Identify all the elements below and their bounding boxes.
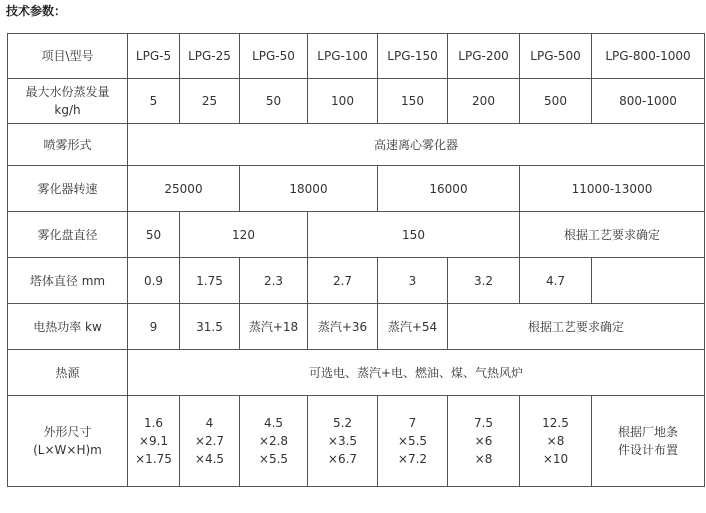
table-cell: LPG-25 bbox=[180, 34, 240, 79]
row-label bbox=[8, 79, 128, 124]
table-cell: LPG-50 bbox=[240, 34, 308, 79]
cell-line: 根据厂地条 bbox=[617, 425, 678, 439]
row-label: 热源 bbox=[8, 350, 128, 396]
cell-line: ×10 bbox=[542, 452, 569, 466]
table-cell: 3.2 bbox=[448, 258, 520, 304]
table-row bbox=[8, 124, 705, 166]
table-cell: LPG-150 bbox=[378, 34, 448, 79]
cell-line: ×4.5 bbox=[194, 452, 225, 466]
table-cell: 2.3 bbox=[240, 258, 308, 304]
table-cell bbox=[240, 396, 308, 487]
table-cell: LPG-100 bbox=[308, 34, 378, 79]
row-label bbox=[8, 396, 128, 487]
table-cell: 150 bbox=[308, 212, 520, 258]
table-cell: 25000 bbox=[128, 166, 240, 212]
row-label-line: (L×W×H)m bbox=[33, 443, 102, 457]
table-cell: LPG-800-1000 bbox=[592, 34, 705, 79]
table-cell: 200 bbox=[448, 79, 520, 124]
table-row bbox=[8, 304, 705, 350]
table-cell: 蒸汽+54 bbox=[378, 304, 448, 350]
table-cell: 150 bbox=[378, 79, 448, 124]
cell-line: 7.5 bbox=[473, 416, 494, 430]
row-label: 塔体直径 mm bbox=[8, 258, 128, 304]
table-cell: 高速离心雾化器 bbox=[128, 124, 705, 166]
cell-line: 1.6 bbox=[143, 416, 164, 430]
table-cell bbox=[520, 396, 592, 487]
table-cell: 5 bbox=[128, 79, 180, 124]
row-label: 电热功率 kw bbox=[8, 304, 128, 350]
row-label-line: 外形尺寸 bbox=[43, 425, 92, 439]
table-row bbox=[8, 79, 705, 124]
table-cell: 2.7 bbox=[308, 258, 378, 304]
table-cell: 蒸汽+36 bbox=[308, 304, 378, 350]
table-cell: 25 bbox=[180, 79, 240, 124]
table-row bbox=[8, 166, 705, 212]
table-cell: 100 bbox=[308, 79, 378, 124]
row-label: 雾化盘直径 bbox=[8, 212, 128, 258]
table-cell bbox=[592, 396, 705, 487]
table-cell: 18000 bbox=[240, 166, 378, 212]
cell-line: 7 bbox=[408, 416, 417, 430]
cell-line: ×2.8 bbox=[258, 434, 289, 448]
cell-line: ×2.7 bbox=[194, 434, 225, 448]
cell-line: 4 bbox=[205, 416, 214, 430]
table-cell: 根据工艺要求确定 bbox=[520, 212, 705, 258]
table-cell bbox=[308, 396, 378, 487]
cell-line: ×6.7 bbox=[327, 452, 358, 466]
table-cell: 根据工艺要求确定 bbox=[448, 304, 705, 350]
cell-line: ×1.75 bbox=[135, 452, 172, 466]
table-cell bbox=[378, 396, 448, 487]
table-cell: 9 bbox=[128, 304, 180, 350]
table-cell bbox=[180, 396, 240, 487]
table-row bbox=[8, 34, 705, 79]
table-cell bbox=[448, 396, 520, 487]
row-label: 喷雾形式 bbox=[8, 124, 128, 166]
table-cell: LPG-500 bbox=[520, 34, 592, 79]
table-cell: 0.9 bbox=[128, 258, 180, 304]
table-cell: 500 bbox=[520, 79, 592, 124]
cell-line: ×5.5 bbox=[258, 452, 289, 466]
cell-line: 12.5 bbox=[542, 416, 569, 430]
table-row bbox=[8, 258, 705, 304]
table-cell: LPG-200 bbox=[448, 34, 520, 79]
section-heading: 技术参数： bbox=[6, 4, 67, 18]
cell-line: ×7.2 bbox=[397, 452, 428, 466]
cell-line: ×9.1 bbox=[138, 434, 169, 448]
cell-line: ×5.5 bbox=[397, 434, 428, 448]
row-label-line: kg/h bbox=[54, 103, 81, 117]
table-cell: 120 bbox=[180, 212, 308, 258]
table-row bbox=[8, 396, 705, 487]
table-cell: 蒸汽+18 bbox=[240, 304, 308, 350]
row-label: 雾化器转速 bbox=[8, 166, 128, 212]
table-cell: 50 bbox=[240, 79, 308, 124]
row-label-line: 最大水份蒸发量 bbox=[25, 85, 110, 99]
spec-table bbox=[7, 33, 705, 487]
table-row bbox=[8, 212, 705, 258]
table-cell bbox=[592, 258, 705, 304]
cell-line: 4.5 bbox=[263, 416, 284, 430]
table-cell: 16000 bbox=[378, 166, 520, 212]
table-cell: 3 bbox=[378, 258, 448, 304]
cell-line: ×6 bbox=[474, 434, 493, 448]
row-label: 项目\型号 bbox=[8, 34, 128, 79]
cell-line: 5.2 bbox=[332, 416, 353, 430]
cell-line: ×8 bbox=[474, 452, 493, 466]
cell-line: 件设计布置 bbox=[617, 443, 678, 457]
table-row bbox=[8, 350, 705, 396]
table-cell: 可选电、蒸汽+电、燃油、煤、气热风炉 bbox=[128, 350, 705, 396]
table-cell: 31.5 bbox=[180, 304, 240, 350]
table-cell: LPG-5 bbox=[128, 34, 180, 79]
table-cell: 800-1000 bbox=[592, 79, 705, 124]
cell-line: ×3.5 bbox=[327, 434, 358, 448]
table-cell: 50 bbox=[128, 212, 180, 258]
cell-line: ×8 bbox=[546, 434, 565, 448]
table-cell: 1.75 bbox=[180, 258, 240, 304]
table-cell bbox=[128, 396, 180, 487]
table-cell: 11000-13000 bbox=[520, 166, 705, 212]
table-cell: 4.7 bbox=[520, 258, 592, 304]
